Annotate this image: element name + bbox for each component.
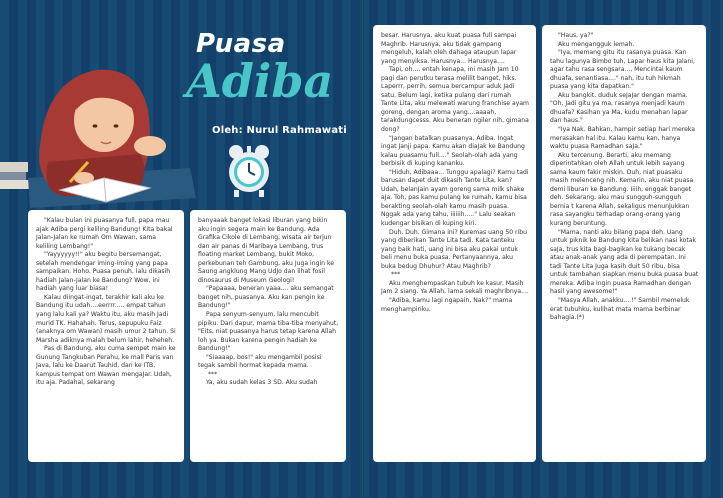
section-divider: *** <box>208 370 218 378</box>
paragraph: banyaaak banget lokasi liburan yang bikin aku ingin segera main ke Bandung. Ada Grafika Cikole di Lembang, wisata air terjun dan air panas di Maribaya Lembang, trus floating market Lembang, bukit Moko, perkebunan teh Gambung, aku Juga ingin ke Saung angklung Mang UdJo dan lihat fosil dinosaurus di Museum Geologi! <box>198 217 335 284</box>
paragraph: "Iya, memang gitu itu rasanya puasa. Kan tahu lagunya Bimbo tuh, Lapar haus kita Jalani, agar tahu rasa sengsara..., Mencintai kaum dhuafa, senantiasa...." nah, itu tuh hikmah puasa yang kita dapatkan." <box>550 49 695 91</box>
title-line-2: Adiba <box>186 54 334 108</box>
paragraph: "Mama, nanti aku bilang papa deh. Uang untuk piknik ke Bandung kita belikan nasi kotak saJa, trus kita bagi-bagikan ke tukang becak atau anak-anak yang ada di perempatan. Ini tadi Tante Lita Juga kasih duit 50 ribu, bisa untuk tambahan siapkan menu buka puasa buat mereka. Adiba ingin puasa Ramadhan dengan hasil yang awesome!" <box>550 228 699 296</box>
story-title <box>186 30 336 106</box>
paragraph: Ya, aku sudah kelas 3 SD. Aku sudah <box>206 379 318 387</box>
paragraph: "Masya Allah, anakku....!" Sambil memeluk erat tubuhku, kulihat mata mama berbinar bahagia.(*) <box>550 296 690 322</box>
paragraph: Kalau diingat-ingat, terakhir kali aku ke Bandung itu udah....eerrrr..... empat tahun yang lalu kali ya? Waktu itu, aku masih Jadi murid TK. Hahahah. Terus, sepupuku Faiz (anaknya om Wawan) masih umur 2 tahun. Si Marsha adiknya malah belum lahir, heheheh. <box>36 293 176 344</box>
paragraph: "Hiduh, Adibaaa... Tunggu apalagi? Kamu tadi barusan dapet duit dikasih Tante Lita, kan? Udah, belanJain ayam goreng sama milk shake aJa. Toh, pas kamu pulang ke rumah, kamu bisa berakting seolah-olah kamu masih puasa. Nggak ada yang tahu, iiiiiih....." Lalu seakan kudengar bisikan di kuping kiri. <box>381 168 529 228</box>
paragraph: Tapi, oh.... entah kenapa, ini masih Jam 10 pagi dan perutku terasa melilit banget, hiks. Laperrr, perrih, semua bercampur aduk Jadi satu. Belum lagi, ketika pulang dari rumah Tante Lita, aku melewati warung franchise ayam goreng, dengan aroma yang....aaaah, tarakdungcesss. Aku beneran ngiler nih, gimana dong? <box>381 66 529 134</box>
paragraph: "Siaaaap, bos!" aku mengambil posisi tegak sambil hormat kepada mama. <box>198 353 322 370</box>
paragraph: Papa senyum-senyum, lalu mencubit pipiku. Dari dapur, mama tiba-tiba menyahut, "Eits, niat puasanya harus tetap karena Allah loh ya. Bukan karena pengin hadiah ke Bandung!" <box>198 311 339 353</box>
paragraph: Aku menghempaskan tubuh ke kasur. Masih Jam 2 siang. Ya Allah, lama sekali maghribnya.... <box>381 279 529 296</box>
paragraph: Duh. Duh. Gimana ini? Kuremas uang 50 ribu yang diberikan Tante Lita tadi. Kata tanteku yang baik hati, uang ini bisa aku pakai untuk beli menu buka puasa. Pertanyaannya, aku buka bedug Dhuhur? Atau Maghrib? <box>381 228 527 270</box>
paragraph: "Iya Nak. Bahkan, hampir setiap hari mereka merasakan hal itu. Kalau kamu kan, hanya waktu puasa Ramadhan saJa." <box>550 126 696 151</box>
girl-reading-illustration <box>0 50 200 210</box>
paragraph: "Kalau bulan ini puasanya full, papa mau ajak Adiba pergi keliling Bandung! Kita bakal Jalan-Jalan ke rumah Om Wawan, sama keliling Lembang!" <box>36 217 173 250</box>
paragraph: Pas di Bandung, aku cuma sempet main ke Gunung Tangkuban Perahu, ke mall Paris van Java, lalu ke Daarut Tauhid, dan ke ITB, kampus tempat om Wawan mengaJar. Udah, itu aja. Padahal, sekarang <box>36 345 176 387</box>
paragraph: "Yayyyyyy!!" aku begitu bersemangat, setelah mendengar iming-iming yang papa sampaikan. Hoho. Puasa penuh, lalu dikasih hadiah Jalan-Jalan ke Bandung? Wow, ini hadiah yang luar biasa! <box>36 251 171 293</box>
paragraph: "Adiba, kamu lagi ngapain, Nak?" mama menghampiriku. <box>381 296 513 313</box>
book-spine <box>361 0 364 498</box>
section-divider: *** <box>391 271 401 279</box>
text-column-1 <box>28 210 184 462</box>
author-byline: Oleh: Nurul Rahmawati <box>212 125 347 136</box>
alarm-clock-icon <box>226 142 272 200</box>
paragraph: besar. Harusnya, aku kuat puasa full sampai Maghrib. Harusnya, aku tidak gampang mengeluh, kalah oleh dahaga ataupun lapar yang menyiksa. Harusnya... Harusnya.... <box>381 32 517 65</box>
paragraph: "Jangan batalkan puasanya, Adiba. Ingat ingat Janji papa. Kamu akan diaJak ke Bandung kalau puasamu full...." Seolah-olah ada yang berbisik di kuping kananku. <box>381 134 525 168</box>
paragraph: "Haus, ya?" <box>558 32 594 39</box>
title-line-1: Puasa <box>196 29 286 59</box>
text-column-3 <box>373 25 536 462</box>
paragraph: Aku mengangguk lemah. <box>558 40 635 48</box>
text-column-4 <box>542 25 706 462</box>
paragraph: Aku tercenung. Berarti, aku memang diperintahkan oleh Allah untuk lebih sayang sama kaum fakir miskin. Duh, niat puasaku masih melenceng nih. Kemarin, aku niat puasa demi liburan ke Bandung. Iiiih, enggak banget deh. Sekarang, aku mau sungguh-sungguh bernia t karena Allah, sekaligus menunJukkan rasa sayangku terhadap orang-orang yang kurang beruntung. <box>550 151 694 228</box>
paragraph: Aku bangkit, duduk seJaJar dengan mama. "Oh, Jadi gitu ya ma, rasanya menjadi kaum dhuafa? Kasihan ya Ma, kudu menahan lapar dan haus." <box>550 91 688 125</box>
text-column-2 <box>190 210 346 462</box>
paragraph: "Papaaaa, beneran yaaa.... aku semangat banget nih, puasanya. Aku kan pengin ke Bandung!" <box>198 285 334 310</box>
